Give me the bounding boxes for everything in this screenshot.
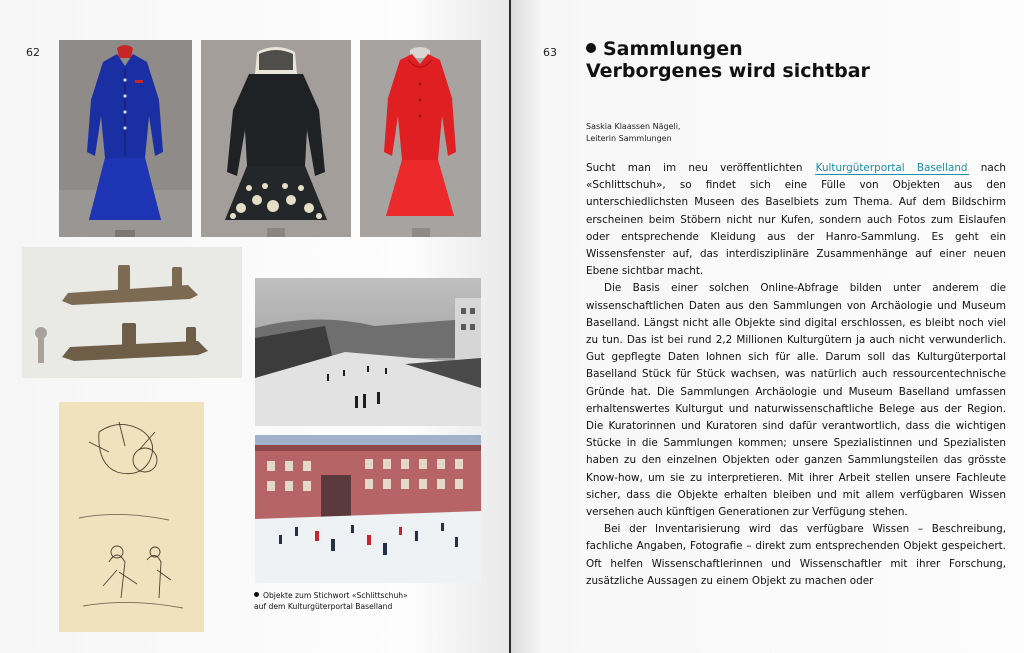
caption-bullet-icon [254, 592, 259, 597]
paragraph-2: Die Basis einer solchen Online-Abfrage bilden unter anderem die wissenschaftlichen Daten aus den Sammlungen von Archäologie und Museum Baselland. Längst nicht alle Objekte sind digital erschlossen, es bleibt noch viel zu tun. Das ist bei rund 2,2 Millionen Kulturgütern ja auch nicht verwunderlich. Gut gepflegte Daten lohnen sich für alle. Darum soll das Kulturgüterportal Baselland Stück für Stück wachsen, was natürlich auch ressourcentechnische Gründe hat. Die Sammlungen Archäologie und Museum Baselland umfassen erhaltenswertes Kulturgut und naturwissenschaftliche Belege aus der Region. Die Kuratorinnen und Kuratoren sind dafür verantwortlich, dass die wichtigen Stücke in die Sammlungen kommen; unsere Spezialistinnen und Spezialisten haben zu den einzelnen Objekten oder ganzen Sammlungsteilen das grösste Know-how, um sie zu interpretieren. Mit ihrer Arbeit stellen unsere Fachleute sicher, dass die Objekte erhalten bleiben und mit allem verfügbaren Wissen versehen auch künftigen Generationen zur Verfügung stehen. [586, 282, 1006, 519]
author-name: Saskia Klaassen Nägeli, [586, 122, 681, 131]
title-line-1: Sammlungen [603, 38, 743, 60]
page-number-left: 62 [26, 46, 40, 59]
paragraph-1-start: Sucht man im neu veröffentlichten [586, 162, 815, 174]
photo-antique-ice-skates [22, 247, 242, 378]
title-line-2: Verborgenes wird sichtbar [586, 60, 870, 82]
photo-historic-ice-rink [255, 278, 481, 426]
title-bullet-icon [586, 43, 596, 53]
author-role: Leiterin Sammlungen [586, 134, 672, 143]
page-title [586, 38, 870, 82]
paragraph-1 [586, 160, 1006, 280]
author-block [586, 121, 680, 145]
paragraph-1-rest: nach «Schlittschuh», so findet sich eine Fülle von Objekten aus den unterschiedlichsten Museen des Baselbiets zum Thema. Auf dem Bildschirm erscheinen beim Stöbern nicht nur Kufen, sondern auch Fotos zum Eislaufen oder entsprechende Kleidung aus der Hanro-Sammlung. Es geht ein Wissensfenster auf, das interdisziplinäre Zusammenhänge auf einer neuen Ebene sichtbar macht. [586, 162, 1007, 278]
article-body [586, 160, 1006, 590]
photo-sketch-drawing [59, 402, 204, 632]
caption-line-2: auf dem Kulturgüterportal Baselland [254, 601, 393, 611]
photo-black-embroidered-jacket [201, 40, 351, 237]
photo-red-skating-dress [360, 40, 481, 237]
paragraph-3: Bei der Inventarisierung wird das verfügbare Wissen – Beschreibung, fachliche Angaben, Fotografie – direkt zum entsprechenden Objekt gespeichert. Oft helfen Wissenschaftlerinnen und Wissenschaftler mit ihrer Forschung, zusätzliche Aussagen zu einem Objekt zu machen oder [586, 523, 1006, 587]
photo-blue-skating-dress [59, 40, 192, 237]
photo-color-ice-rink [255, 435, 481, 583]
photo-caption [254, 591, 484, 612]
page-number-right: 63 [543, 46, 557, 59]
right-page [511, 0, 1024, 653]
kulturgueterportal-link[interactable]: Kulturgüterportal Baselland [815, 162, 968, 174]
caption-line-1: Objekte zum Stichwort «Schlittschuh» [263, 591, 408, 600]
left-page [0, 0, 509, 653]
